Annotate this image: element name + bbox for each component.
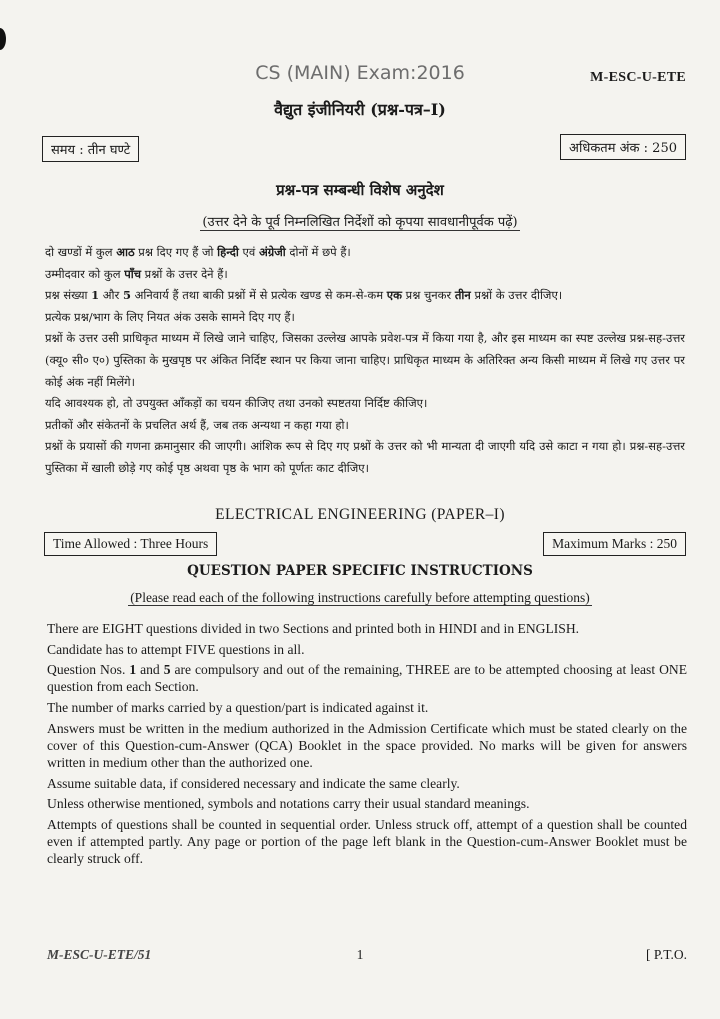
hindi-time-allowed: समय : तीन घण्टे [42, 136, 139, 162]
hindi-instruction-2: उम्मीदवार को कुल पाँच प्रश्नों के उत्तर देने हैं। [45, 266, 228, 281]
english-subheading [0, 590, 720, 606]
footer-paper-code: M-ESC-U-ETE/51 [47, 947, 152, 962]
exam-code: M-ESC-U-ETE [590, 70, 686, 85]
hindi-instruction-8: प्रश्नों के प्रयासों की गणना क्रमानुसार की जाएगी। आंशिक रूप से दिए गए प्रश्नों के उत्तर को भी मान्यता दी जाएगी यदि उसे काटा न गया हो। प्रश्न-सह-उत्तर पुस्तिका में खाली छोड़े गए कोई पृष्ठ अथवा पृष्ठ के भाग को पूर्णतः काट दीजिए। [45, 439, 685, 475]
hindi-instruction-7: प्रतीकों और संकेतनों के प्रचलित अर्थ हैं, जब तक अन्यथा न कहा गया हो। [45, 417, 349, 432]
english-instruction-3: Question Nos. 1 and 5 are compulsory and out of the remaining, THREE are to be attempted choosing at least ONE question from each Section. [47, 662, 688, 695]
hindi-instruction-3: प्रश्न संख्या 1 और 5 अनिवार्य हैं तथा बाकी प्रश्नों में से प्रत्येक खण्ड से कम-से-कम एक प्रश्न चुनकर तीन प्रश्नों के उत्तर दीजिए। [45, 288, 563, 303]
english-heading: QUESTION PAPER SPECIFIC INSTRUCTIONS [187, 563, 533, 579]
hindi-subject: वैद्युत इंजीनियरी (प्रश्न-पत्र–I) [274, 100, 446, 119]
hindi-instructions [45, 242, 685, 480]
punch-hole-mark [0, 28, 6, 50]
hindi-instruction-6: यदि आवश्यक हो, तो उपयुक्त आँकड़ों का चयन कीजिए तथा उनको स्पष्टतया निर्दिष्ट कीजिए। [45, 396, 428, 411]
english-max-marks: Maximum Marks : 250 [543, 532, 686, 556]
hindi-instruction-5: प्रश्नों के उत्तर उसी प्राधिकृत माध्यम में लिखे जाने चाहिए, जिसका उल्लेख आपके प्रवेश-पत्र में किया गया है, और इस माध्यम का स्पष्ट उल्लेख प्रश्न-सह-उत्तर (क्यू० सी० ए०) पुस्तिका के मुखपृष्ठ पर अंकित निर्दिष्ट स्थान पर किया जाना चाहिए। प्राधिकृत माध्यम के अतिरिक्त अन्य किसी माध्यम में लिखे गए उत्तर पर कोई अंक नहीं मिलेंगे। [45, 331, 685, 389]
hindi-heading: प्रश्न-पत्र सम्बन्धी विशेष अनुदेश [276, 181, 444, 199]
hindi-subheading [0, 212, 720, 230]
hindi-instruction-4: प्रत्येक प्रश्न/भाग के लिए नियत अंक उसके सामने दिए गए हैं। [45, 309, 295, 324]
english-instruction-7: Unless otherwise mentioned, symbols and notations carry their usual standard meanings. [47, 796, 530, 812]
english-instruction-5: Answers must be written in the medium authorized in the Admission Certificate which must be stated clearly on the cover of this Question-cum-Answer (QCA) Booklet in the space provided. No marks will be given for answers written in medium other than the authorized one. [47, 720, 687, 770]
footer-pto: [ P.T.O. [645, 947, 687, 962]
hindi-subheading-text: (उत्तर देने के पूर्व निम्नलिखित निर्देशों को कृपया सावधानीपूर्वक पढ़ें) [202, 215, 518, 230]
footer-page-number: 1 [356, 947, 364, 962]
english-instruction-4: The number of marks carried by a question/part is indicated against it. [47, 699, 429, 715]
english-instructions [47, 620, 687, 871]
hindi-instruction-1: दो खण्डों में कुल आठ प्रश्न दिए गए हैं जो हिन्दी एवं अंग्रेजी दोनों में छपे हैं। [45, 245, 351, 259]
english-time-allowed: Time Allowed : Three Hours [44, 532, 217, 556]
exam-title: CS (MAIN) Exam:2016 [255, 62, 465, 84]
english-instruction-2: Candidate has to attempt FIVE questions in all. [47, 641, 305, 657]
english-subheading-text: (Please read each of the following instructions carefully before attempting questions) [130, 590, 590, 605]
english-title: ELECTRICAL ENGINEERING (PAPER–I) [215, 506, 505, 523]
english-instruction-1: There are EIGHT questions divided in two Sections and printed both in HINDI and in ENGLISH. [47, 621, 580, 636]
english-instruction-8: Attempts of questions shall be counted in sequential order. Unless struck off, attempt of a question shall be counted even if attempted partly. Any page or portion of the page left blank in the Question-cum-Answer Booklet must be clearly struck off. [47, 816, 687, 867]
english-instruction-6: Assume suitable data, if considered necessary and indicate the same clearly. [47, 775, 460, 791]
hindi-max-marks: अधिकतम अंक : 250 [560, 134, 686, 160]
